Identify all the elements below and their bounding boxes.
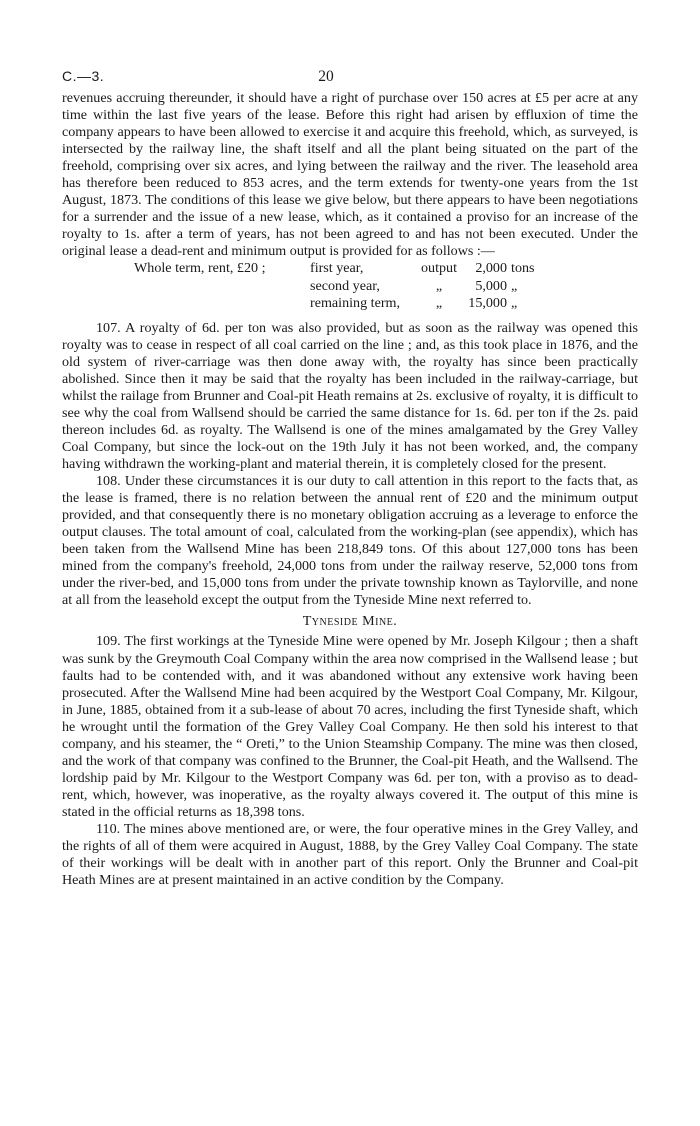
paragraph-continued: revenues accruing thereunder, it should have a right of purchase over 150 acres at £5 per acre at any time within the last five years of the lease. Before this right had arisen by effluxion of time the company appears to have been allowed to exercise it and acquire this freehold, which, as surveyed, is intersected by the railway line, the shaft itself and all the plant being situated on the part of the freehold, comprising over six acres, and lying between the railway and the river. The leasehold area has therefore been reduced to 853 acres, and the term extends for twenty-one years from the 1st August, 1873. The conditions of this lease we give below, but there appears to have been negotiations for a surrender and the issue of a new lease, which, as it contained a proviso for an increase of the royalty to 1s. after a term of years, has not been agreed to and has not been executed. Under the original lease a dead-rent and minimum output is provided for as follows :— (62, 90, 638, 260)
body-text (62, 90, 638, 889)
document-reference: C.—3. (62, 68, 105, 84)
rent-period: first year, (310, 260, 364, 277)
paragraph-110: 110. The mines above mentioned are, or were, the four operative mines in the Grey Valley, and the rights of all of them were acquired in August, 1888, by the Grey Valley Coal Company. The state of their workings will be dealt with in another part of this report. Only the Brunner and Coal-pit Heath Mines are at present maintained in an active condition by the Company. (62, 820, 638, 889)
rent-amount: 5,000 (475, 277, 508, 294)
section-heading: Tyneside Mine. (302, 613, 398, 630)
rent-term (134, 295, 310, 312)
rent-label: output (421, 260, 458, 277)
rent-table-row (134, 278, 541, 295)
rent-unit: „ (511, 277, 518, 294)
rent-output-table (134, 260, 541, 311)
rent-unit: tons (511, 260, 535, 277)
rent-label: „ (435, 294, 443, 311)
page-number: 20 (318, 68, 334, 85)
rent-term (134, 278, 310, 295)
rent-table-row (134, 295, 541, 312)
rent-amount: 2,000 (475, 260, 508, 277)
rent-label: „ (435, 277, 443, 294)
rent-period: remaining term, (310, 294, 401, 311)
paragraph-108: 108. Under these circumstances it is our duty to call attention in this report to the facts that, as the lease is framed, there is no relation between the annual rent of £20 and the minimum output provided, and that consequently there is no monetary obligation accruing as a leverage to enforce the output clauses. The total amount of coal, calculated from the working-plan (see appendix), which has been taken from the Wallsend Mine has been 218,849 tons. Of this about 127,000 tons has been mined from the company's freehold, 24,000 tons from under the railway reserve, 52,000 tons from under the river-bed, and 15,000 tons from under the private township known as Taylorville, and none at all from the leasehold except the output from the Tyneside Mine next referred to. (62, 473, 638, 609)
rent-unit: „ (511, 294, 518, 311)
paragraph-109: 109. The first workings at the Tyneside Mine were opened by Mr. Joseph Kilgour ; then a shaft was sunk by the Greymouth Coal Company within the area now comprised in the Wallsend lease ; but faults had to be contended with, and it was abandoned without any extensive work having been prosecuted. After the Wallsend Mine had been acquired by the Westport Coal Company, Mr. Kilgour, in June, 1885, obtained from it a sub-lease of about 70 acres, including the first Tyneside shaft, which he wrought until the formation of the Grey Valley Coal Company. He then sold his interest to that company, and his steamer, the “ Oreti,” to the Union Steamship Company. The mine was then closed, and the work of that company was confined to the Brunner, the Coal-pit Heath, and the Wallsend. The lordship paid by Mr. Kilgour to the Westport Company was 6d. per ton, with a proviso as to dead-rent, which, however, was inoperative, as the royalty always covered it. The output of this mine is stated in the official returns as 18,398 tons. (62, 633, 638, 820)
page-header (62, 68, 630, 90)
rent-period: second year, (310, 277, 380, 294)
rent-table-row (134, 260, 541, 277)
rent-amount: 15,000 (468, 294, 508, 311)
paragraph-107: 107. A royalty of 6d. per ton was also provided, but as soon as the railway was opened this royalty was to cease in respect of all coal carried on the line ; and, as this took place in 1876, and the old system of river-carriage was then done away with, the royalty has since been practically abolished. Since then it may be said that the royalty has been included in the railway-carriage, but whilst the railage from Brunner and Coal-pit Heath remains at 2s. exclusive of royalty, it is difficult to see why the coal from Wallsend should be carried the same distance for 1s. 6d. per ton if the 2s. paid thereon includes 6d. as royalty. The Wallsend is one of the mines amalgamated by the Grey Valley Coal Company, but since the lock-out on the 19th July it has not been worked, and, the company having withdrawn the working-plant and material therein, it is completely closed for the present. (62, 319, 638, 472)
rent-term: Whole term, rent, £20 ; (134, 260, 266, 277)
